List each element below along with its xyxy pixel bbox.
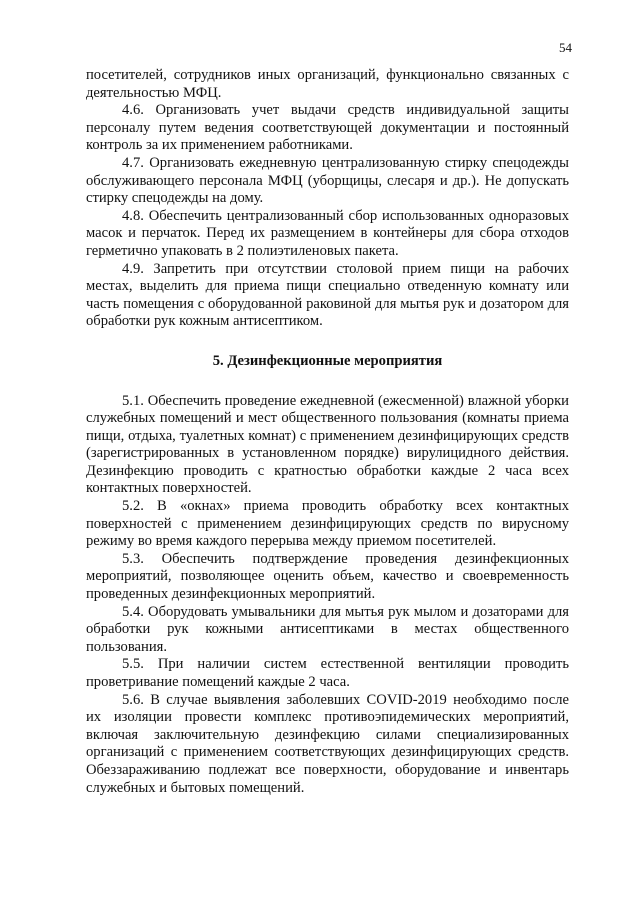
item-4-7: 4.7. Организовать ежедневную централизованную стирку спецодежды обслуживающего персонала МФЦ (уборщицы, слесаря и др.). Не допускать стирку спецодежды на дому. — [86, 154, 569, 207]
item-5-3: 5.3. Обеспечить подтверждение проведения дезинфекционных мероприятий, позволяющее оценить объем, качество и своевременность проведенных дезинфекционных мероприятий. — [86, 550, 569, 603]
item-5-2: 5.2. В «окнах» приема проводить обработку всех контактных поверхностей с применением дезинфицирующих средств по вирусному режиму во время каждого перерыва между приемом посетителей. — [86, 498, 569, 550]
item-4-9: 4.9. Запретить при отсутствии столовой прием пищи на рабочих местах, выделить для приема пищи специально отведенную комнату или часть помещения с оборудованной раковиной для мытья рук и дозатором для обработки рук кожным антисептиком. — [86, 260, 569, 330]
item-5-4: 5.4. Оборудовать умывальники для мытья рук мылом и дозаторами для обработки рук кожными антисептиками в местах общественного пользования. — [86, 603, 569, 655]
document-body — [86, 67, 569, 797]
item-5-6: 5.6. В случае выявления заболевших COVID-2019 необходимо после их изоляции провести комплекс противоэпидемических мероприятий, включая заключительную дезинфекцию силами специализированных организаций с применением соответствующих дезинфицирующих средств. Обеззараживанию подлежат все поверхности, оборудование и инвентарь служебных и бытовых помещений. — [86, 691, 569, 796]
section4-continuation: посетителей, сотрудников иных организаций, функционально связанных с деятельностью МФЦ. — [86, 67, 569, 101]
page-number: 54 — [559, 40, 572, 55]
item-4-8: 4.8. Обеспечить централизованный сбор использованных одноразовых масок и перчаток. Перед их размещением в контейнеры для сбора отходов герметично упаковать в 2 полиэтиленовых пакета. — [86, 207, 569, 259]
item-4-6: 4.6. Организовать учет выдачи средств индивидуальной защиты персоналу путем ведения соответствующей документации и постоянный контроль за их применением работниками. — [86, 102, 569, 154]
section5-heading: 5. Дезинфекционные мероприятия — [212, 352, 443, 369]
item-5-5: 5.5. При наличии систем естественной вентиляции проводить проветривание помещений каждые 2 часа. — [86, 656, 569, 690]
item-5-1: 5.1. Обеспечить проведение ежедневной (ежесменной) влажной уборки служебных помещений и мест общественного пользования (комнаты приема пищи, отдыха, туалетных комнат) с применением дезинфицирующих средств (зарегистрированных в установленном порядке) вирулицидного действия. Дезинфекцию проводить с кратностью обработки каждые 2 часа всех контактных поверхностей. — [86, 392, 569, 497]
